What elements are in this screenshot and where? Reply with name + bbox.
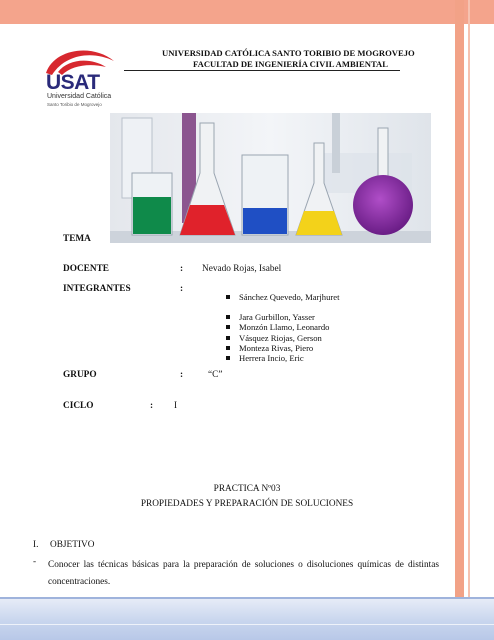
docente-label: DOCENTE xyxy=(63,264,109,274)
tema-label: TEMA xyxy=(63,234,91,244)
logo-tagline: Santo Toribio de Mogrovejo xyxy=(47,102,102,107)
list-item: Sánchez Quevedo, Marjhuret xyxy=(226,292,339,302)
logo-subtitle: Universidad Católica xyxy=(47,93,112,100)
header-rule xyxy=(124,70,400,71)
objective-text: Conocer las técnicas básicas para la preparación de soluciones o disoluciones químicas de distintas concentraciones. xyxy=(48,560,439,587)
right-decorative-bar xyxy=(455,0,464,640)
list-item: Jara Gurbillon, Yasser xyxy=(226,312,339,322)
bottom-decorative-line xyxy=(0,597,494,599)
integrantes-colon: : xyxy=(180,284,184,294)
logo-wordmark: USAT xyxy=(46,71,100,94)
ciclo-colon: : xyxy=(150,401,154,411)
grupo-label: GRUPO xyxy=(63,370,97,380)
practice-number: PRACTICA Nº03 xyxy=(213,484,281,494)
grupo-colon: : xyxy=(180,370,184,380)
ciclo-value: I xyxy=(174,401,178,411)
practice-title: PROPIEDADES Y PREPARACIÓN DE SOLUCIONES xyxy=(140,499,354,509)
docente-colon: : xyxy=(180,264,184,274)
objective-bullet: - xyxy=(33,557,37,567)
docente-value: Nevado Rojas, Isabel xyxy=(202,264,282,274)
list-item: Herrera Incio, Eric xyxy=(226,353,339,363)
section-numeral: I. xyxy=(33,540,39,550)
bottom-decorative-highlight xyxy=(0,624,494,625)
right-decorative-line xyxy=(468,0,470,640)
section-heading: OBJETIVO xyxy=(50,540,95,550)
faculty-name: FACULTAD DE INGENIERÍA CIVIL AMBIENTAL xyxy=(193,59,388,69)
list-item: Monzón Llamo, Leonardo xyxy=(226,322,339,332)
list-item: Vásquez Riojas, Gerson xyxy=(226,333,339,343)
bottom-decorative-band xyxy=(0,597,494,640)
top-decorative-band xyxy=(0,0,494,24)
lab-glassware-image xyxy=(110,113,431,243)
integrantes-list xyxy=(226,292,339,363)
university-name: UNIVERSIDAD CATÓLICA SANTO TORIBIO DE MOGROVEJO xyxy=(162,48,415,58)
grupo-value: “C” xyxy=(208,370,223,380)
ciclo-label: CICLO xyxy=(63,401,94,411)
list-item: Monteza Rivas, Piero xyxy=(226,343,339,353)
integrantes-label: INTEGRANTES xyxy=(63,284,131,294)
